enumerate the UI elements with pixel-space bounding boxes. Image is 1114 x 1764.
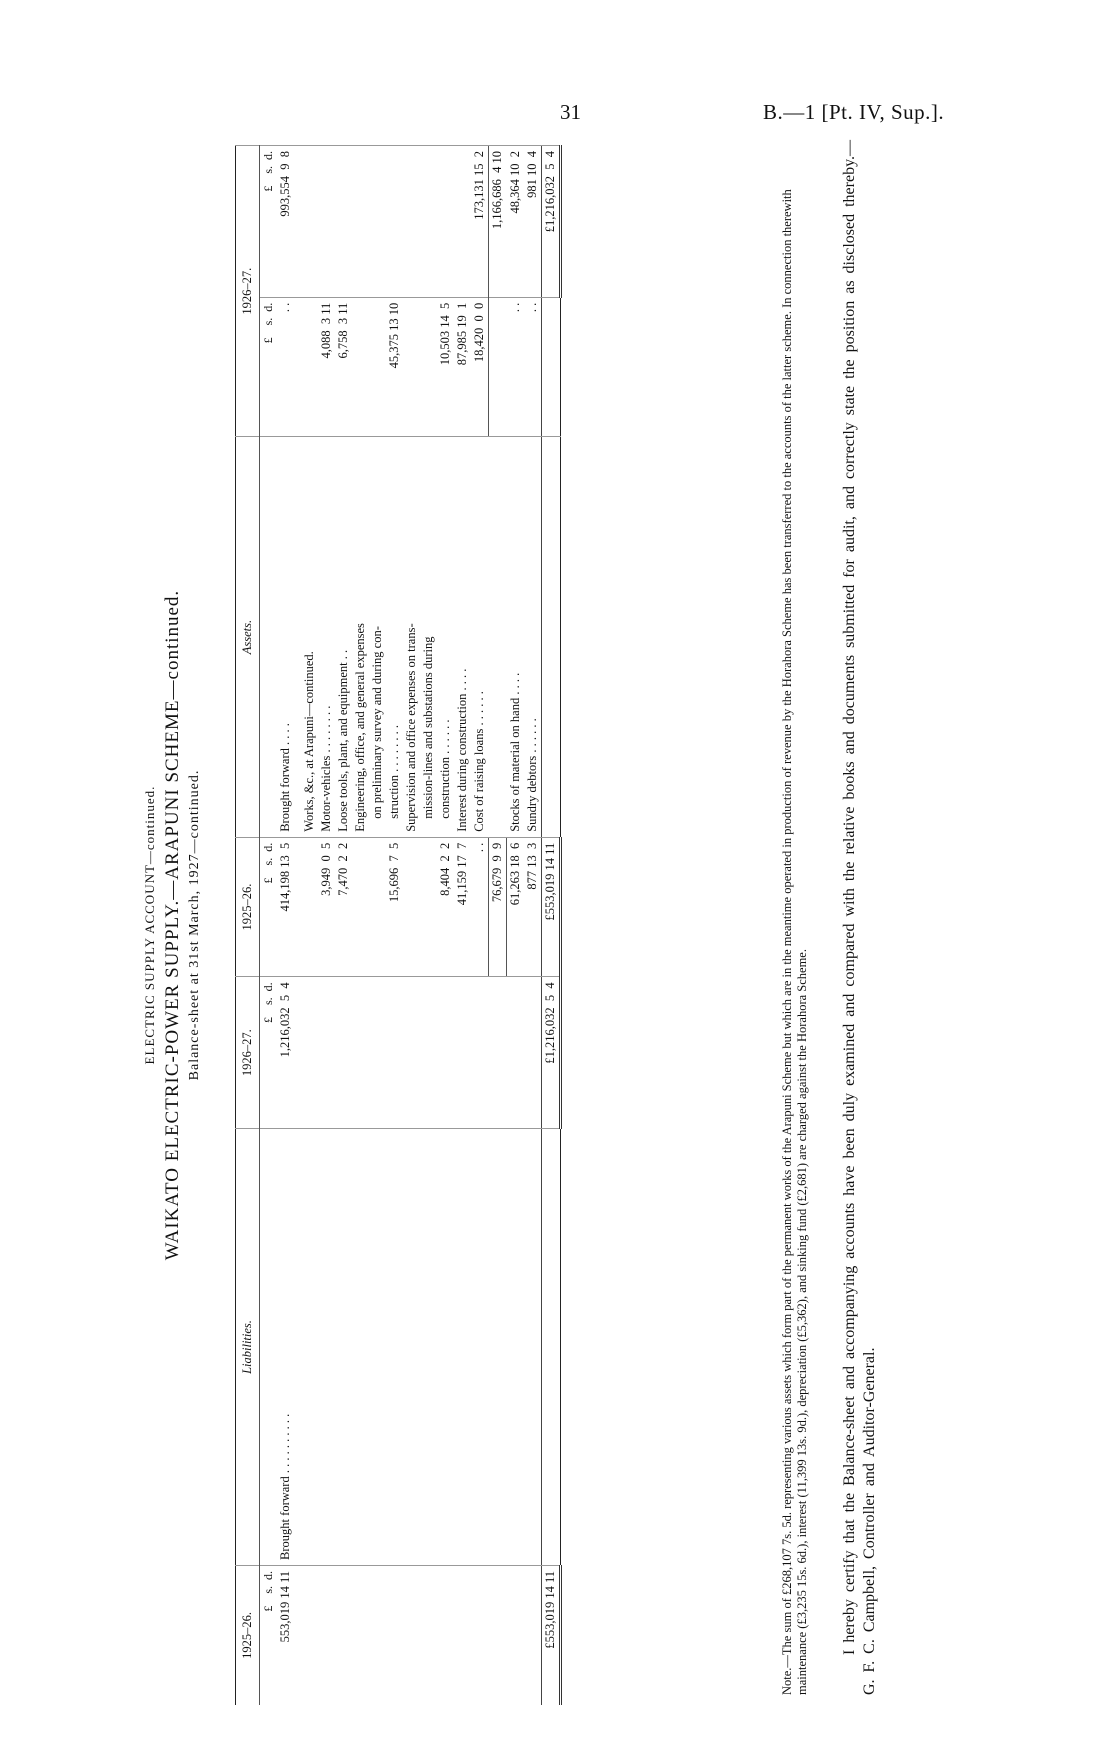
works-subtotal-1926: 76,679 9 9 (489, 837, 507, 977)
asset-row-1926: . . (471, 837, 489, 977)
asset-row-1926 (369, 837, 386, 977)
table-row (335, 146, 352, 1706)
page-number: 31 (560, 100, 581, 124)
liab-bf-1926: 553,019 14 11 (277, 1565, 294, 1705)
liab-total-1926: £553,019 14 11 (542, 1565, 561, 1705)
stocks-1927: 48,364 10 2 (507, 146, 525, 298)
stocks-inner: . . (507, 297, 525, 437)
scheme-title: WAIKATO ELECTRIC-POWER SUPPLY.—ARAPUNI SCHEME—continued. (162, 589, 183, 1261)
asset-1926-header: 1925–26. (236, 837, 260, 977)
debtors-label: Sundry debtors . . . . . . (524, 437, 542, 837)
asset-row-1926: 8,404 2 2 (437, 837, 454, 977)
asset-bf-1927: 993,554 9 8 (277, 146, 294, 298)
unit-label: £ s. d. (260, 146, 278, 298)
asset-row-label: on preliminary survey and during con- (369, 437, 386, 837)
document-reference: B.—1 [Pt. IV, Sup.]. (763, 100, 945, 124)
asset-row-label: Loose tools, plant, and equipment . . (335, 437, 352, 837)
works-heading: Works, &c., at Arapuni—continued. (294, 437, 318, 837)
table-row (352, 146, 369, 1706)
audit-certificate: I hereby certify that the Balance-sheet and accompanying accounts have been duly examined and compared with the relative books and documents submitted for audit, and correctly state the position as disclosed thereby.—G. F. C. Campbell, Controller and Auditor-General. (841, 139, 878, 1695)
footnote: Note.—The sum of £268,107 7s. 5d. representing various assets which form part of the permanent works of the Arapuni Scheme but which are in the meantime operated in production of revenue by the Horahora Scheme has been transferred to the accounts of the latter scheme. In connection therewith maintenance (£3,235 15s. 6d.), interest (11,399 13s. 9d.), depreciation (£5,362), and sinking fund (£2,681) are charged against the Horahora Scheme. (780, 189, 809, 1695)
title-block (140, 115, 203, 1735)
asset-row-1927 (420, 297, 437, 437)
asset-bf-inner: . . (277, 297, 294, 437)
asset-row-label: Engineering, office, and general expenses (352, 437, 369, 837)
works-subtotal-1927: 173,131 15 2 (471, 146, 489, 298)
stocks-label: Stocks of material on hand . . . . (507, 437, 525, 837)
table-row (471, 146, 489, 1706)
asset-row-1927: 87,985 19 1 (454, 297, 471, 437)
asset-bf-label: Brought forward . . . . (277, 437, 294, 837)
asset-row-1926 (403, 837, 420, 977)
liab-1926-header: 1925–26. (236, 1565, 260, 1705)
debtors-1926: 877 13 3 (524, 837, 542, 977)
table-row (318, 146, 335, 1706)
unit-label: £ s. d. (260, 1565, 278, 1705)
table-row (420, 146, 437, 1706)
asset-row-1926: 7,470 2 2 (335, 837, 352, 977)
asset-row-1926 (352, 837, 369, 977)
table-row (507, 146, 525, 1706)
running-total-1927: 1,166,686 4 10 (489, 146, 507, 298)
assets-header: Assets. (236, 437, 260, 837)
units-row (260, 146, 278, 1706)
liabilities-header: Liabilities. (236, 1129, 260, 1566)
stocks-1926: 61,263 18 6 (507, 837, 525, 977)
asset-row-1927: 18,420 0 0 (471, 297, 489, 437)
asset-row-label: mission-lines and substations during (420, 437, 437, 837)
asset-row-label: construction . . . . . . (437, 437, 454, 837)
unit-label: £ s. d. (260, 297, 278, 437)
asset-row-1926: 15,696 7 5 (386, 837, 403, 977)
column-headers (236, 146, 260, 1706)
table-row (524, 146, 542, 1706)
asset-row-1927 (369, 297, 386, 437)
asset-row-label: Supervision and office expenses on trans- (403, 437, 420, 837)
debtors-inner: . . (524, 297, 542, 437)
rotated-balance-sheet (140, 115, 920, 1735)
asset-row-1927: 45,375 13 10 (386, 297, 403, 437)
asset-row-1926 (420, 837, 437, 977)
asset-row-label: struction . . . . . . . . (386, 437, 403, 837)
totals-row (542, 146, 561, 1706)
account-title: ELECTRIC SUPPLY ACCOUNT—continued. (142, 785, 157, 1065)
table-row (386, 146, 403, 1706)
table-row (489, 146, 507, 1706)
asset-row-label: Cost of raising loans . . . . . . (471, 437, 489, 837)
liab-total-1927: £1,216,032 5 4 (542, 977, 561, 1129)
asset-1927-header: 1926–27. (236, 146, 260, 437)
table-row (437, 146, 454, 1706)
table-row (403, 146, 420, 1706)
balance-sheet-table (235, 145, 562, 1705)
sheet-title: Balance-sheet at 31st March, 1927—continued. (187, 769, 202, 1081)
asset-total-1926: £553,019 14 11 (542, 837, 561, 977)
table-row (294, 146, 318, 1706)
asset-bf-1926: 414,198 13 5 (277, 837, 294, 977)
liab-bf-label: Brought forward . . . . . . . . . . (277, 1129, 294, 1566)
unit-label: £ s. d. (260, 837, 278, 977)
asset-row-label: Interest during construction . . . . (454, 437, 471, 837)
asset-row-1927: 4,088 3 11 (318, 297, 335, 437)
asset-row-1927 (352, 297, 369, 437)
liab-1927-header: 1926–27. (236, 977, 260, 1129)
table-row (369, 146, 386, 1706)
asset-row-1927 (403, 297, 420, 437)
table-row (454, 146, 471, 1706)
asset-row-1926: 41,159 17 7 (454, 837, 471, 977)
asset-row-1926: 3,949 0 5 (318, 837, 335, 977)
unit-label: £ s. d. (260, 977, 278, 1129)
asset-row-1927: 6,758 3 11 (335, 297, 352, 437)
debtors-1927: 981 10 4 (524, 146, 542, 298)
asset-total-1927: £1,216,032 5 4 (542, 146, 561, 298)
liab-bf-1927: 1,216,032 5 4 (277, 977, 294, 1129)
asset-row-1927: 10,503 14 5 (437, 297, 454, 437)
asset-row-label: Motor-vehicles . . . . . . . . (318, 437, 335, 837)
table-row (277, 146, 294, 1706)
